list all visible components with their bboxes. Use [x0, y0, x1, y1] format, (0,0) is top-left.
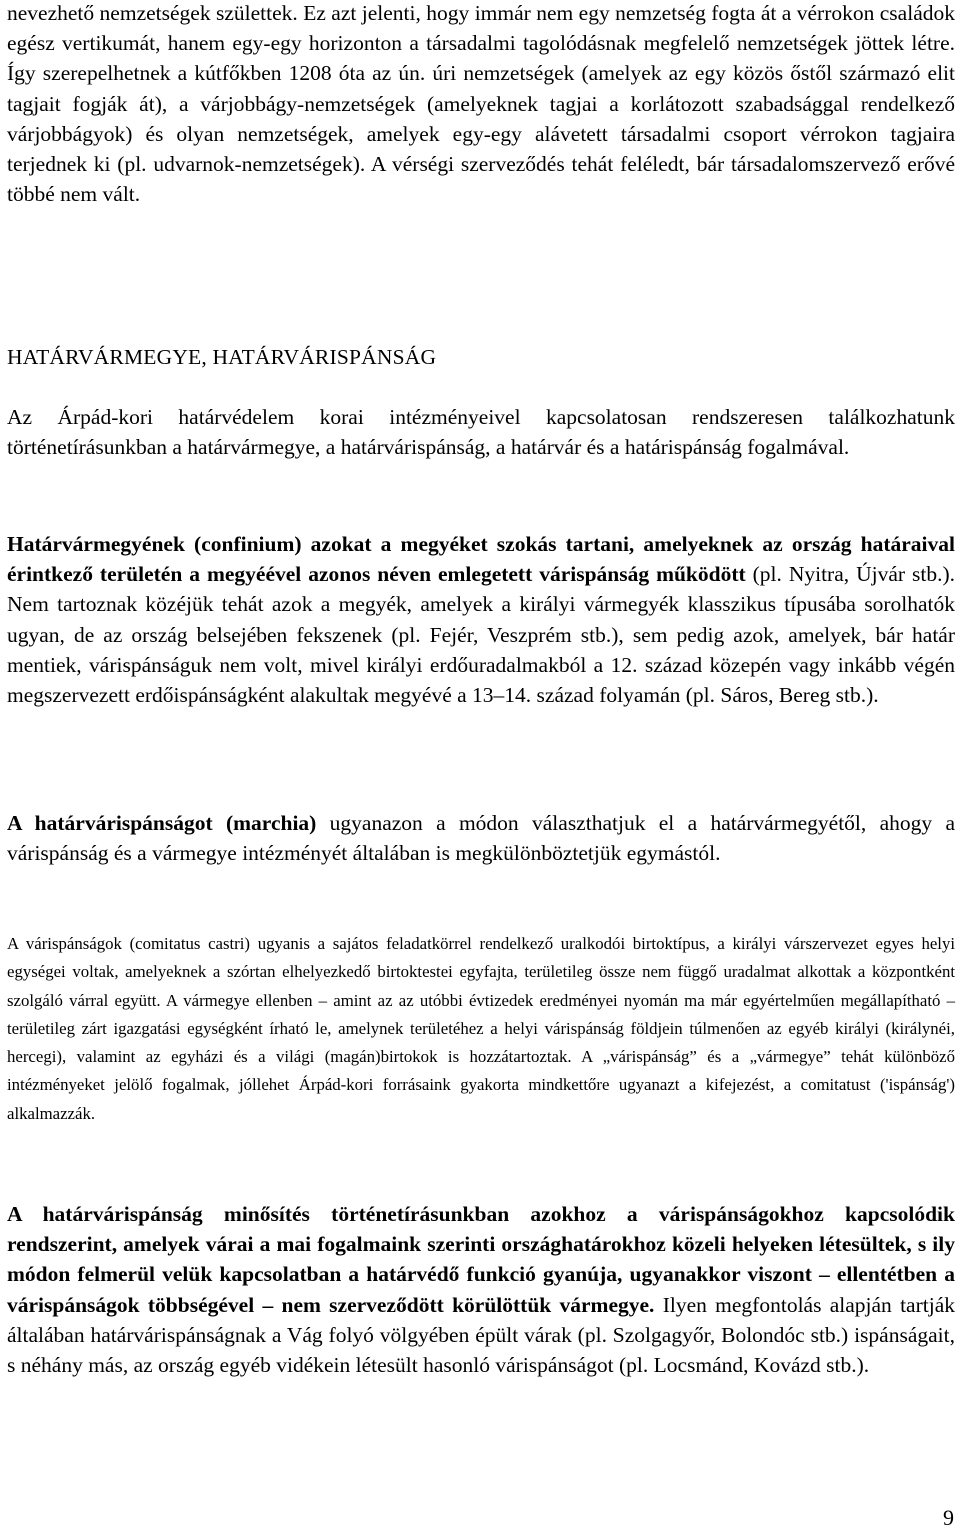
body-text: Ilyen megfontolás alapján tartják általában határvárispánságnak a Vág folyó völgyében épült várak (pl. Szolgagyőr, Bolondóc stb.) ispánságait, s néhány más, az ország egyéb vidékein létesült hasonló várispánságot (pl. Locsmánd, Kovázd stb.). — [7, 1292, 955, 1378]
page-number: 9 — [943, 1505, 954, 1530]
bold-text: A határvárispánság minősítés történetírásunkban azokhoz a várispánságokhoz kapcsolódik rendszerint, amelyek várai a mai fogalmaink szerinti országhatárokhoz közeli helyeken létesültek, s ily módon felmerül velük kapcsolatban a határvédő funkció gyanúja, ugyanakkor viszont – ellentétben a várispánságok többségével – nem szerveződött körülöttük vármegye. — [7, 1202, 955, 1317]
bold-text: Határvármegyének (confinium) azokat a megyéket szokás tartani, amelyeknek az ország határaival érintkező területén a megyéével azonos néven emlegetett várispánság működött — [7, 532, 955, 587]
section-heading: HATÁRVÁRMEGYE, HATÁRVÁRISPÁNSÁG — [7, 345, 437, 369]
body-paragraph — [7, 529, 955, 710]
body-paragraph: nevezhető nemzetségek születtek. Ez azt jelenti, hogy immár nem egy nemzetség fogta át a vérrokon családok egész vertikumát, hanem egy-egy horizonton a társadalmi tagolódásnak megfelelő nemzetségek jöttek létre. Így szerepelhetnek a kútfőkben 1208 óta az ún. úri nemzetségek (amelyek az egy közös őstől származó elit tagjait fogják át), a várjobbágy-nemzetségek (amelyeknek tagjai a korlátozott szabadsággal rendelkező várjobbágyok) és olyan nemzetségek, amelyek egy-egy alávetett társadalmi csoport vérrokon tagjaira terjednek ki (pl. udvarnok-nemzetségek). A vérségi szerveződés tehát feléledt, bár társadalomszervező erővé többé nem vált. — [7, 1, 955, 207]
body-text: ugyanazon a módon választhatjuk el a határvármegyétől, ahogy a várispánság és a vármegye intézményét általában is megkülönböztetjük egymástól. — [7, 811, 955, 866]
body-text: (pl. Nyitra, Újvár stb.). Nem tartoznak közéjük tehát azok a megyék, amelyek a királyi vármegyék klasszikus típusába sorolhatók ugyan, de az ország belsejében fekszenek (pl. Fejér, Veszprém stb.), sem pedig azok, amelyek, bár határ mentiek, várispánságuk nem volt, mivel királyi erdőuradalmakból a 12. század közepén vagy inkább végén megszervezett erdőispánságként alakultak megyévé a 13–14. század folyamán (pl. Sáros, Bereg stb.). — [7, 562, 955, 708]
body-paragraph: Az Árpád-kori határvédelem korai intézményeivel kapcsolatosan rendszeresen találkozhatunk történetírásunkban a határvármegye, a határvárispánság, a határvár és a határispánság fogalmával. — [7, 405, 955, 460]
body-paragraph — [7, 808, 955, 868]
body-paragraph — [7, 1199, 955, 1380]
small-print-paragraph: A várispánságok (comitatus castri) ugyanis a sajátos feladatkörrel rendelkező uralkodói birtoktípus, a királyi várszervezet egyes helyi egységei voltak, amelyeknek a szórtan elhelyezkedő birtoktestei egyfajta, területileg össze nem függő uradalmat alkottak a központként szolgáló várral együtt. A vármegye ellenben – amint az az utóbbi évtizedek eredményei nyomán ma már egyértelműen megállapítható – területileg zárt igazgatási egységként írható le, amelynek területéhez a helyi várispánság földjein túlmenően az egyéb királyi (királynéi, hercegi), valamint az egyházi és a világi (magán)birtokok is hozzátartoztak. A „várispánság” és a „vármegye” tehát különböző intézményeket jelölő fogalmak, jóllehet Árpád-kori forrásaink gyakorta mindkettőre ugyanazt a kifejezést, a comitatust ('ispánság') alkalmazzák. — [7, 934, 955, 1123]
bold-text: A határvárispánságot (marchia) — [7, 811, 317, 835]
